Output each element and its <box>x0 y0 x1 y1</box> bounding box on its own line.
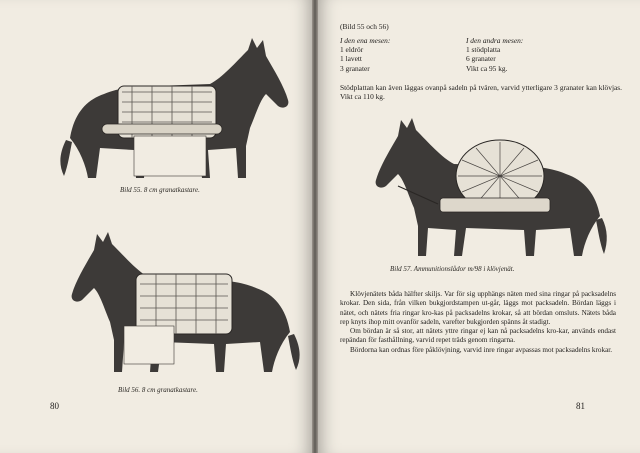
right-page <box>318 0 640 453</box>
figure-56-horse-illustration <box>40 222 300 380</box>
paragraph: Bördorna kan ordnas före påklövjning, varvid inre ringar avpassas mot packsadelns krokar. <box>350 345 613 354</box>
list-item: 1 lavett <box>340 54 362 64</box>
first-pack-list <box>340 36 390 73</box>
figure-57-caption: Bild 57. Ammunitionslådor m/98 i klövjenät. <box>390 265 515 273</box>
left-page <box>0 0 312 453</box>
figure-55-horse-illustration <box>60 28 300 188</box>
list-item: Vikt ca 95 kg. <box>466 63 508 73</box>
figure-57-horse-illustration <box>338 112 608 262</box>
list-item: 6 granater <box>466 54 496 64</box>
list-item: 3 granater <box>340 63 370 73</box>
second-pack-list <box>466 36 523 73</box>
second-pack-heading: I den andra mesen: <box>466 36 524 45</box>
list-item: 1 stödplatta <box>466 45 501 55</box>
figure-55-caption: Bild 55. 8 cm granatkastare. <box>120 186 200 194</box>
page-number-right: 81 <box>576 401 585 411</box>
paragraph: Om bördan är så stor, att nätets yttre ringar ej kan nå packsadelns kro-kar, används endast repändan för fasthållning, varvid repet träds genom ringarna. <box>340 327 616 345</box>
list-item: 1 eldrör <box>340 45 364 55</box>
page-number-left: 80 <box>50 401 59 411</box>
body-text <box>340 290 616 355</box>
figure-56-caption: Bild 56. 8 cm granatkastare. <box>118 386 198 394</box>
paragraph: Klövjenätets båda hälfter skiljs. Var för sig upphängs näten med sina ringar på packsadelns krokar. Den sida, från vilken bukgjordstampen ut-går, läggs mot packsadeln. Bördan läggs i nätet, och nätets fria ringar kro-kas på packsadelns krokar, så att bördan omsluts. Nätets båda rep knyts ihop mitt ovanför sadeln, varefter bukgjorden spänns åt stadigt. <box>340 290 616 326</box>
first-pack-heading: I den ena mesen: <box>340 36 391 45</box>
figure-reference: (Bild 55 och 56) <box>340 22 389 31</box>
weight-note: Stödplattan kan även läggas ovanpå sadeln på tvären, varvid ytterligare 3 granater kan klövjas. Vikt ca 110 kg. <box>340 83 622 102</box>
